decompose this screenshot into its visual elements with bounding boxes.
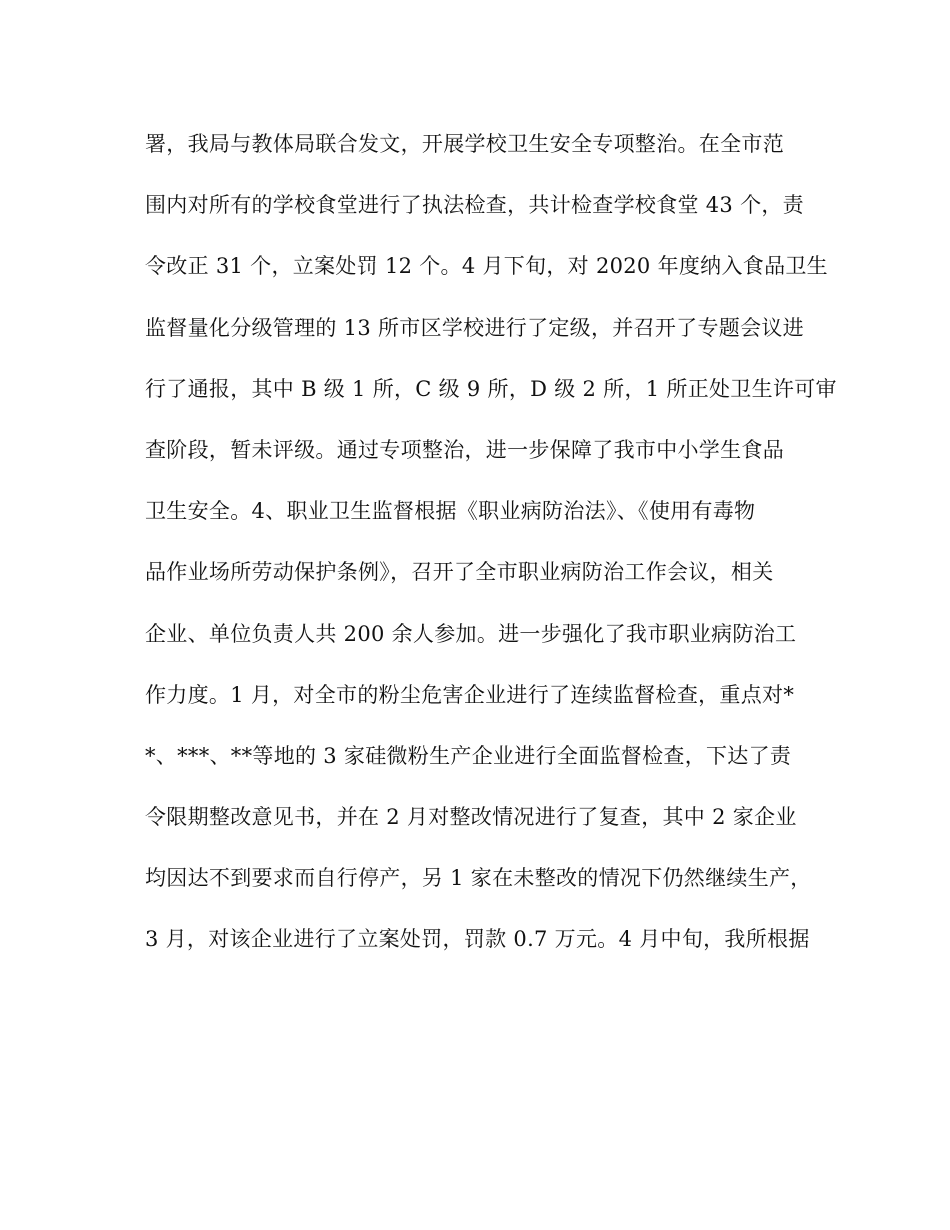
text-line: 均因达不到要求而自行停产，另 1 家在未整改的情况下仍然继续生产， xyxy=(145,866,812,891)
text-line: 3 月，对该企业进行了立案处罚，罚款 0.7 万元。4 月中旬，我所根据 xyxy=(145,927,810,952)
text-line: *、***、**等地的 3 家硅微粉生产企业进行全面监督检查，下达了责 xyxy=(145,743,792,768)
body-paragraph xyxy=(145,128,837,985)
text-line: 行了通报，其中 B 级 1 所，C 级 9 所，D 级 2 所，1 所正处卫生许可审 xyxy=(145,376,837,401)
text-line: 作力度。1 月，对全市的粉尘危害企业进行了连续监督检查，重点对* xyxy=(145,682,795,707)
text-line: 令改正 31 个，立案处罚 12 个。4 月下旬，对 2020 年度纳入食品卫生 xyxy=(145,254,828,279)
text-line: 监督量化分级管理的 13 所市区学校进行了定级，并召开了专题会议进 xyxy=(145,315,804,340)
text-line: 令限期整改意见书，并在 2 月对整改情况进行了复查，其中 2 家企业 xyxy=(145,805,797,830)
text-line: 品作业场所劳动保护条例》，召开了全市职业病防治工作会议，相关 xyxy=(145,560,774,585)
text-line: 查阶段，暂未评级。通过专项整治，进一步保障了我市中小学生食品 xyxy=(145,437,784,462)
text-line: 企业、单位负责人共 200 余人参加。进一步强化了我市职业病防治工 xyxy=(145,621,797,646)
text-line: 卫生安全。4、职业卫生监督根据《职业病防治法》、《使用有毒物 xyxy=(145,499,756,524)
text-line: 署，我局与教体局联合发文，开展学校卫生安全专项整治。在全市范 xyxy=(145,132,784,156)
text-line: 围内对所有的学校食堂进行了执法检查，共计检查学校食堂 43 个，责 xyxy=(145,193,804,218)
